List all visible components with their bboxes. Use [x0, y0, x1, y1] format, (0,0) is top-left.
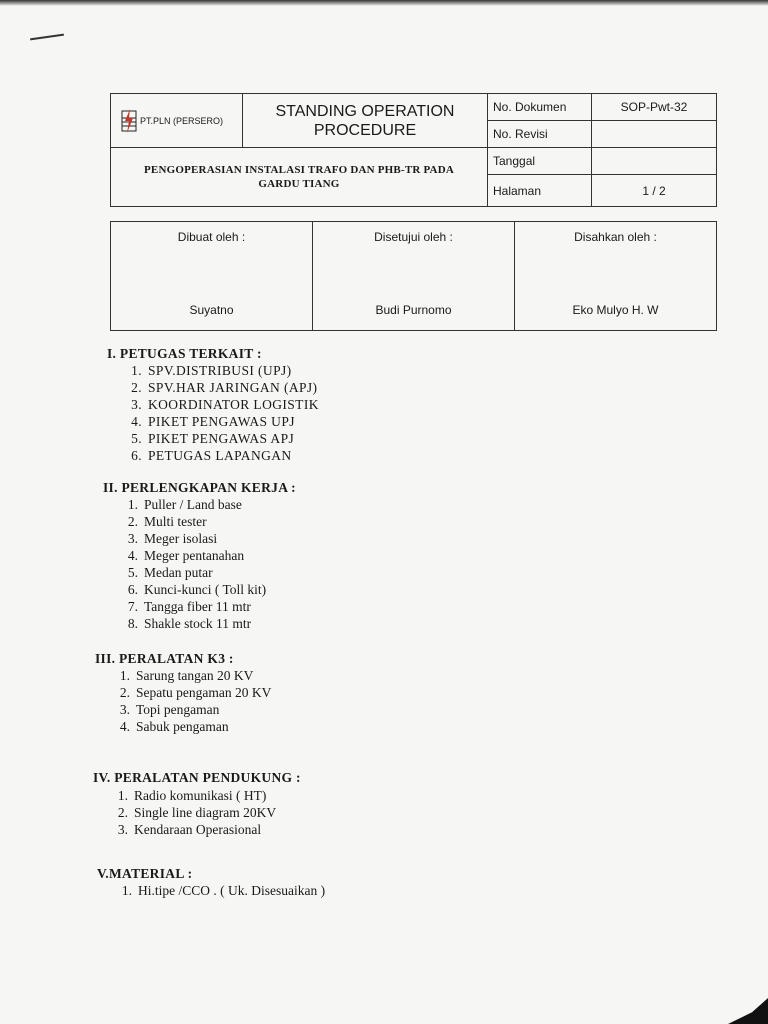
- list-item: 8. Shakle stock 11 mtr: [127, 616, 252, 631]
- signature-table: [110, 221, 717, 331]
- list-item: 4. Meger pentanahan: [127, 548, 245, 563]
- section-title-peralatan-k3: III. PERALATAN K3 :: [95, 651, 234, 666]
- list-item: 3. KOORDINATOR LOGISTIK: [131, 397, 319, 412]
- scan-edge: [0, 0, 768, 6]
- signature-name: Eko Mulyo H. W: [572, 303, 659, 317]
- company-name: PT.PLN (PERSERO): [140, 115, 224, 126]
- list-item: 7. Tangga fiber 11 mtr: [127, 599, 251, 614]
- list-item: 5. PIKET PENGAWAS APJ: [131, 431, 295, 446]
- logo-cell: [111, 94, 243, 148]
- field-label-no-dokumen: No. Dokumen: [488, 94, 592, 121]
- section-title-perlengkapan: II. PERLENGKAPAN KERJA :: [103, 480, 296, 495]
- list-item: 3. Meger isolasi: [127, 531, 218, 546]
- subtitle-line-2: GARDU TIANG: [258, 178, 340, 190]
- subtitle-line-1: PENGOPERASIAN INSTALASI TRAFO DAN PHB-TR PADA: [143, 164, 454, 176]
- list-item: 2. Sepatu pengaman 20 KV: [119, 685, 272, 700]
- field-value-no-dokumen: SOP-Pwt-32: [592, 94, 716, 121]
- list-item: 6. PETUGAS LAPANGAN: [131, 448, 292, 463]
- list-item: 2. SPV.HAR JARINGAN (APJ): [131, 380, 318, 395]
- document-subtitle: [111, 148, 488, 206]
- signature-name: Suyatno: [189, 303, 234, 317]
- scan-mark: [30, 34, 64, 41]
- section-title-petugas: I. PETUGAS TERKAIT :: [107, 346, 262, 361]
- list-pendukung: [106, 787, 276, 838]
- signature-role: Disetujui oleh :: [374, 230, 453, 244]
- section-title-pendukung: IV. PERALATAN PENDUKUNG :: [93, 770, 301, 785]
- title-line-1: STANDING OPERATION: [275, 102, 455, 120]
- list-item: 2. Single line diagram 20KV: [117, 805, 277, 820]
- list-item: 2. Multi tester: [127, 514, 207, 529]
- field-label-tanggal: Tanggal: [488, 148, 592, 175]
- field-value-halaman: 1 / 2: [642, 183, 666, 198]
- signature-role: Dibuat oleh :: [177, 230, 246, 244]
- list-item: 6. Kunci-kunci ( Toll kit): [127, 582, 267, 597]
- section-title-material: V.MATERIAL :: [97, 866, 193, 881]
- field-label-no-revisi: No. Revisi: [488, 121, 592, 148]
- list-perlengkapan: [116, 496, 266, 632]
- list-item: 1. Radio komunikasi ( HT): [117, 788, 267, 803]
- list-petugas: [120, 362, 319, 464]
- signature-disetujui: [312, 222, 514, 330]
- signature-name: Budi Purnomo: [375, 303, 452, 317]
- list-item: 5. Medan putar: [127, 565, 213, 580]
- title-line-2: PROCEDURE: [313, 121, 417, 139]
- field-label-halaman: Halaman: [488, 175, 592, 206]
- field-value-no-revisi: [592, 121, 716, 148]
- scan-corner: [728, 998, 768, 1024]
- signature-disahkan: [514, 222, 716, 330]
- field-value-tanggal: [592, 148, 716, 175]
- list-material: [110, 882, 325, 899]
- list-item: 4. PIKET PENGAWAS UPJ: [131, 414, 295, 429]
- list-item: 4. Sabuk pengaman: [119, 719, 229, 734]
- list-item: 1. SPV.DISTRIBUSI (UPJ): [131, 363, 292, 378]
- document-title: [243, 94, 488, 148]
- list-item: 1. Sarung tangan 20 KV: [119, 668, 254, 683]
- header-table: [110, 93, 717, 207]
- list-item: 3. Topi pengaman: [119, 702, 220, 717]
- signature-role: Disahkan oleh :: [574, 230, 657, 244]
- pln-logo-icon: [121, 109, 137, 133]
- list-item: 3. Kendaraan Operasional: [117, 822, 262, 837]
- signature-dibuat: [111, 222, 312, 330]
- list-peralatan-k3: [108, 667, 271, 735]
- list-item: 1. Hi.tipe /CCO . ( Uk. Disesuaikan ): [121, 883, 326, 898]
- list-item: 1. Puller / Land base: [127, 497, 242, 512]
